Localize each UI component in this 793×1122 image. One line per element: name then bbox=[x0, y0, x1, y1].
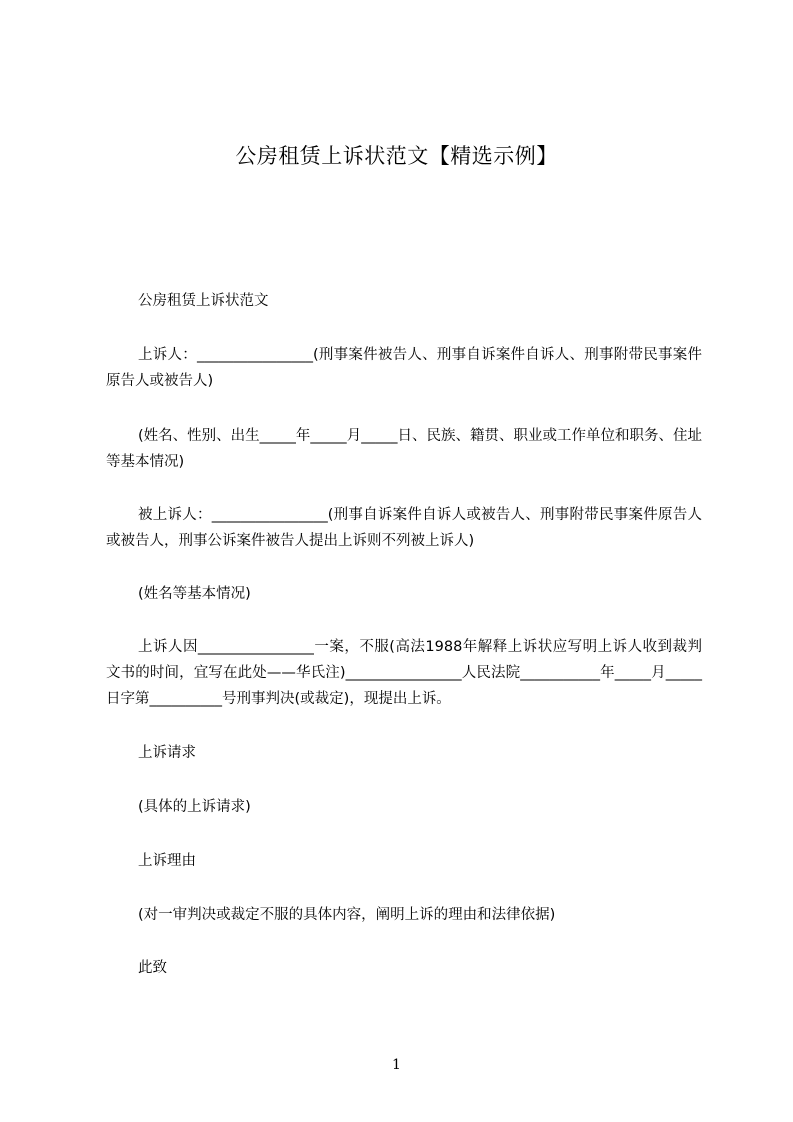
paragraph-appeal-reason-intro: 上诉人因________________一案，不服(高法1988年解释上诉状应写明上诉人收到裁判文书的时间，宜写在此处——华氏注)________________人民法院___________年_____月_____日字第__________号刑事判决(或裁定)，现提出上诉。 bbox=[106, 639, 702, 707]
paragraph-appeal-grounds: (对一审判决或裁定不服的具体内容，阐明上诉的理由和法律依据) bbox=[138, 907, 556, 923]
page-number: 1 bbox=[392, 1057, 401, 1073]
paragraph-appellee: 被上诉人：________________(刑事自诉案件自诉人或被告人、刑事附带民事案件原告人或被告人，刑事公诉案件被告人提出上诉则不列被上诉人) bbox=[106, 507, 702, 549]
paragraph-appeal-request-heading: 上诉请求 bbox=[138, 745, 196, 761]
paragraph-appellee-info: (姓名等基本情况) bbox=[138, 586, 251, 602]
paragraph-appellant: 上诉人：________________(刑事案件被告人、刑事自诉案件自诉人、刑事附带民事案件原告人或被告人) bbox=[106, 347, 702, 389]
paragraph-heading: 公房租赁上诉状范文 bbox=[138, 293, 269, 309]
page-title: 公房租赁上诉状范文【精选示例】 bbox=[235, 144, 558, 168]
paragraph-appeal-request: (具体的上诉请求) bbox=[138, 799, 251, 815]
paragraph-closing: 此致 bbox=[138, 960, 167, 976]
paragraph-appeal-grounds-heading: 上诉理由 bbox=[138, 853, 196, 869]
paragraph-appellant-info: (姓名、性别、出生_____年_____月_____日、民族、籍贯、职业或工作单位和职务、住址等基本情况) bbox=[106, 428, 702, 470]
